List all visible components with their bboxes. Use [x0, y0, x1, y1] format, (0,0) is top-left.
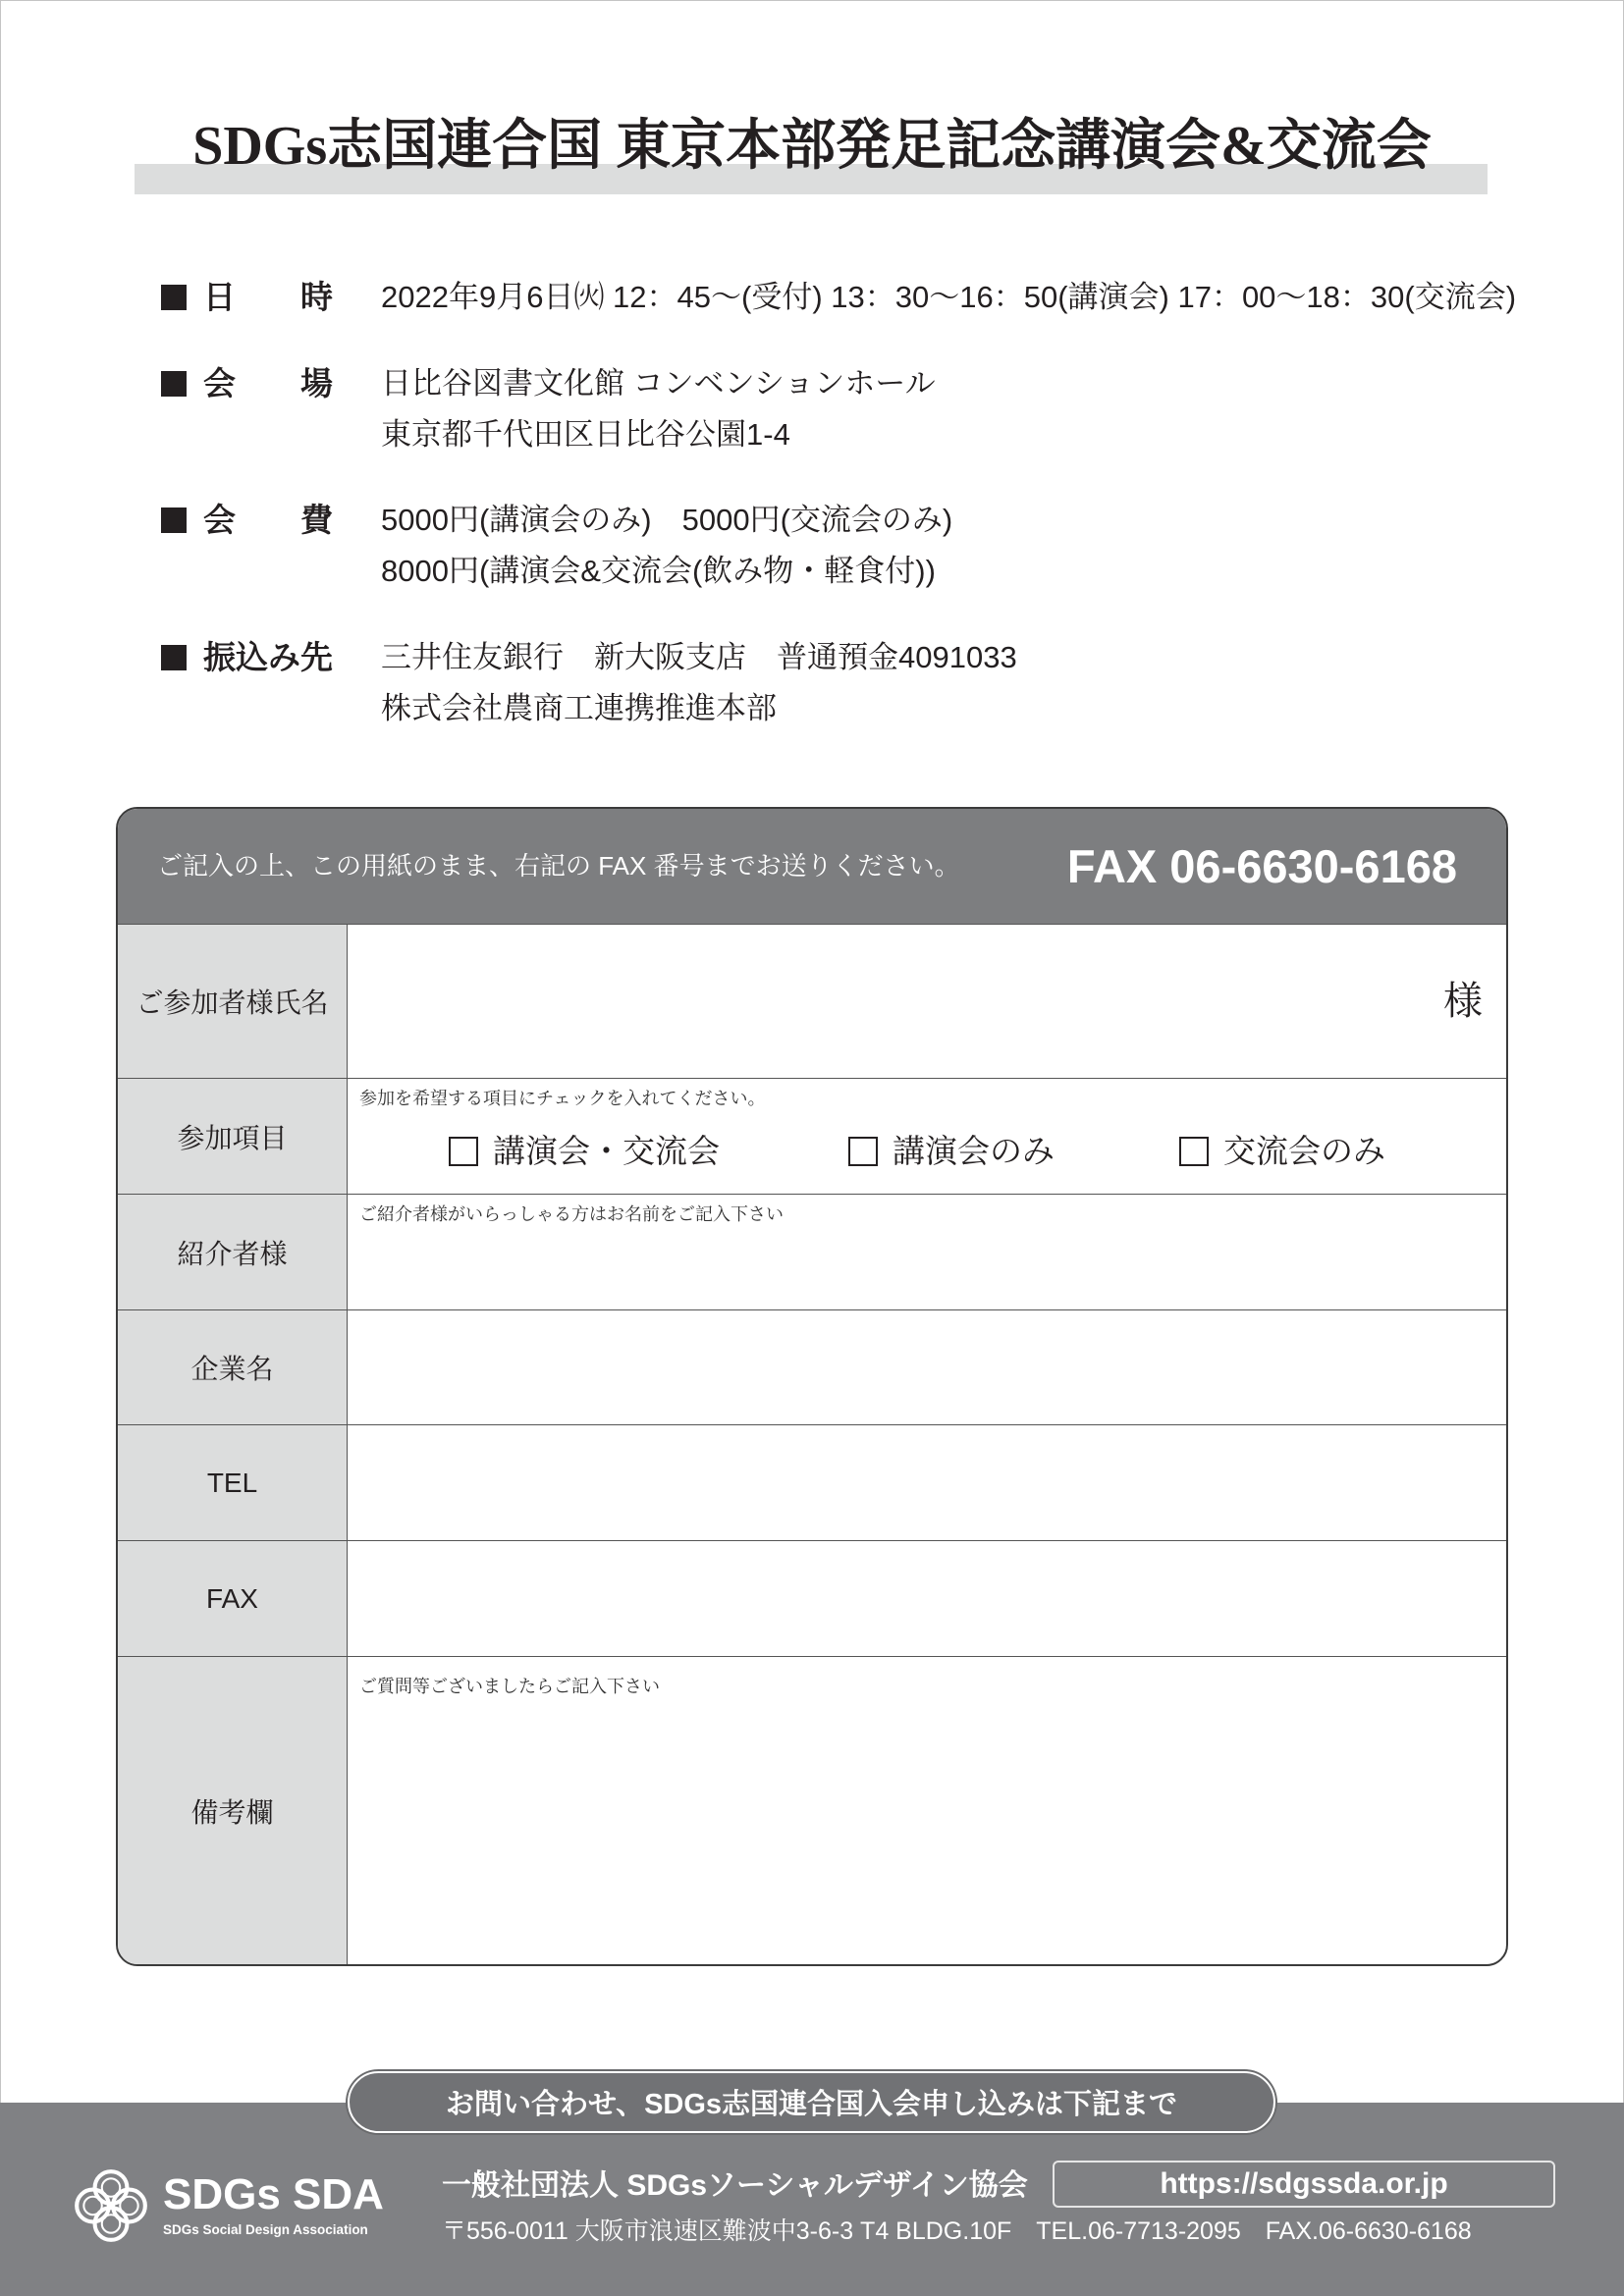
square-bullet-icon — [161, 645, 187, 670]
contact-banner: お問い合わせ、SDGs志国連合国入会申し込みは下記まで — [348, 2071, 1275, 2133]
referrer-note: ご紹介者様がいらっしゃる方はお名前をご記入下さい — [359, 1204, 784, 1224]
logo-inner-ring — [83, 2197, 101, 2215]
info-row-fee — [161, 495, 1575, 603]
square-bullet-icon — [161, 371, 187, 397]
form-row-referrer — [118, 1194, 1506, 1309]
row-label-name: ご参加者様氏名 — [118, 925, 348, 1078]
row-label-fax: FAX — [118, 1541, 348, 1656]
registration-form — [116, 807, 1508, 1966]
checkbox-lecture-only[interactable] — [848, 1137, 878, 1166]
square-bullet-icon — [161, 285, 187, 310]
name-field[interactable] — [348, 925, 1506, 1078]
referrer-field[interactable] — [348, 1195, 1506, 1309]
participation-field — [348, 1079, 1506, 1194]
info-label-datetime: 日 時 — [203, 279, 333, 315]
fax-number: FAX 06-6630-6168 — [1066, 840, 1457, 892]
form-row-remarks — [118, 1656, 1506, 1964]
row-label-tel: TEL — [118, 1425, 348, 1540]
option-label: 講演会・交流会 — [493, 1133, 720, 1169]
honorific-suffix: 様 — [1443, 980, 1483, 1023]
logo-inner-ring — [102, 2215, 120, 2232]
info-value-venue — [381, 358, 936, 460]
checkbox-networking-only[interactable] — [1179, 1137, 1209, 1166]
logo-inner-ring — [102, 2178, 120, 2196]
participation-note: 参加を希望する項目にチェックを入れてください。 — [359, 1089, 766, 1108]
info-value-datetime — [381, 272, 1516, 323]
remarks-note: ご質問等ございましたらご記入下さい — [359, 1677, 660, 1696]
tel-field[interactable] — [348, 1425, 1506, 1540]
info-line: 2022年9月6日㈫ 12：45～(受付) 13：30～16：50(講演会) 17：00～18：30(交流会) — [381, 280, 1517, 314]
remarks-field[interactable] — [348, 1657, 1506, 1964]
option-label: 交流会のみ — [1223, 1133, 1385, 1169]
logo-wordmark: SDGs SDA — [163, 2170, 384, 2218]
info-line: 日比谷図書文化館 コンベンションホール — [381, 366, 936, 400]
info-label-venue: 会 場 — [203, 365, 333, 401]
form-row-fax — [118, 1540, 1506, 1656]
info-line: 5000円(講演会のみ) 5000円(交流会のみ) — [381, 503, 953, 537]
info-value-bank-transfer — [381, 632, 1017, 734]
info-row-bank-transfer — [161, 632, 1575, 740]
row-label-remarks: 備考欄 — [118, 1657, 348, 1964]
organization-name: 一般社団法人 SDGsソーシャルデザイン協会 — [442, 2169, 1028, 2202]
info-label-bank-transfer: 振込み先 — [203, 639, 333, 675]
logo-subtitle: SDGs Social Design Association — [163, 2222, 368, 2237]
form-row-company — [118, 1309, 1506, 1424]
info-line: 東京都千代田区日比谷公園1-4 — [381, 417, 790, 452]
info-line: 三井住友銀行 新大阪支店 普通預金4091033 — [381, 640, 1017, 674]
sdgs-sda-logo-icon — [71, 2165, 151, 2246]
fax-field[interactable] — [348, 1541, 1506, 1656]
website-link[interactable]: https://sdgssda.or.jp — [1053, 2161, 1555, 2208]
option-networking-only[interactable] — [1179, 1133, 1385, 1170]
info-line: 8000円(講演会&交流会(飲み物・軽食付)) — [381, 554, 936, 588]
row-label-company: 企業名 — [118, 1310, 348, 1424]
logo-inner-ring — [120, 2197, 137, 2215]
option-lecture-and-networking[interactable] — [449, 1133, 720, 1170]
option-lecture-only[interactable] — [848, 1133, 1055, 1170]
info-label-fee: 会 費 — [203, 502, 333, 538]
square-bullet-icon — [161, 507, 187, 533]
checkbox-lecture-and-networking[interactable] — [449, 1137, 478, 1166]
form-row-participation — [118, 1078, 1506, 1194]
row-label-referrer: 紹介者様 — [118, 1195, 348, 1309]
form-instruction: ご記入の上、この用紙のまま、右記の FAX 番号までお送りください。 — [157, 851, 960, 881]
info-line: 株式会社農商工連携推進本部 — [381, 691, 777, 725]
info-value-fee — [381, 495, 952, 597]
info-row-venue — [161, 358, 1575, 466]
row-label-participation: 参加項目 — [118, 1079, 348, 1194]
page-title: SDGs志国連合国 東京本部発足記念講演会&交流会 — [192, 116, 1432, 177]
company-field[interactable] — [348, 1310, 1506, 1424]
contact-address: 〒556-0011 大阪市浪速区難波中3-6-3 T4 BLDG.10F TEL.06-7713-2095 FAX.06-6630-6168 — [442, 2217, 1472, 2245]
form-row-name — [118, 924, 1506, 1078]
option-label: 講演会のみ — [893, 1133, 1055, 1169]
form-header — [118, 809, 1506, 924]
form-row-tel — [118, 1424, 1506, 1540]
